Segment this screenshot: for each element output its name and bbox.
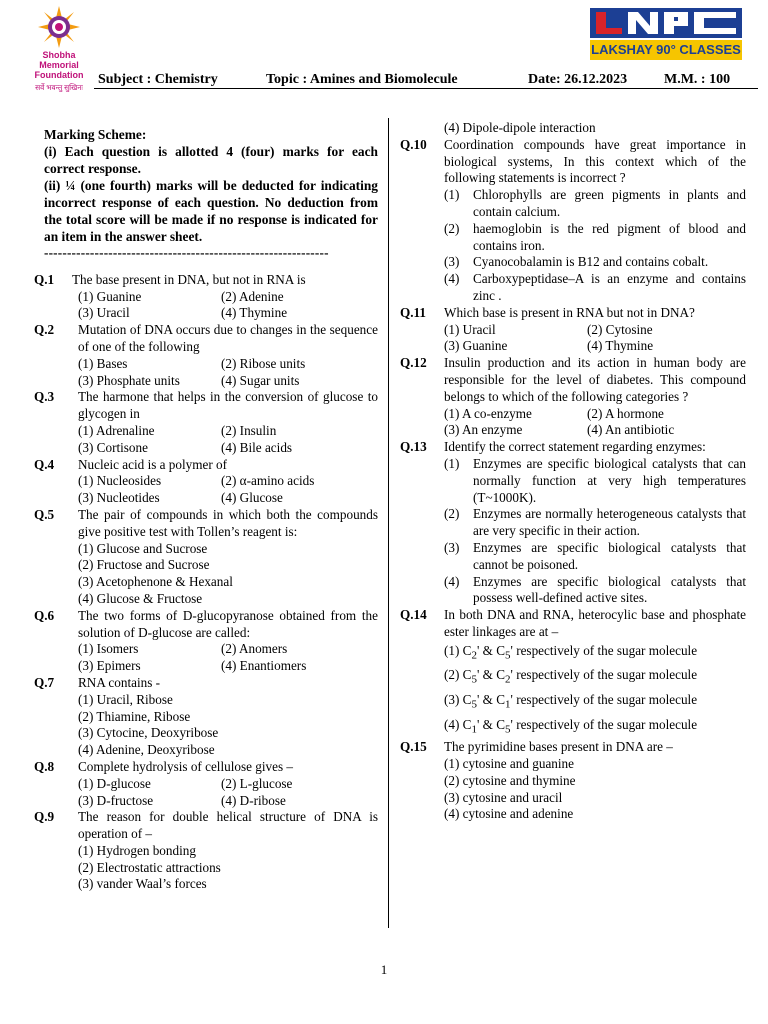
option-3[interactable]: (3) $C_5'$ & $C_1'$ respectively of the sugar molecule [444, 691, 698, 711]
marking-scheme [44, 126, 378, 245]
option-1[interactable]: (1) Chlorophylls are green pigments in plants and contain calcium. [444, 187, 746, 219]
option-2[interactable]: (2) haemoglobin is the red pigment of blood and contains iron. [444, 220, 746, 253]
option-4[interactable]: (4) Glucose [221, 490, 283, 506]
option-2[interactable]: (2) Adenine [221, 288, 284, 304]
option-3[interactable]: (3) D-fructose [78, 792, 154, 808]
option-1[interactable]: (1) Adrenaline [78, 422, 155, 438]
option-4[interactable]: (4) Enzymes are specific biological catalysts that possess well-defined active sites. [444, 573, 746, 606]
marking-scheme-rule-2: (ii) ¼ (one fourth) marks will be deducted for indicating incorrect response of each question. No deduction from the total score will be made if no response is indicated for an item in the answer sheet. [44, 178, 378, 244]
question-number: Q.6 [34, 607, 55, 623]
question-text: Complete hydrolysis of cellulose gives – [78, 758, 293, 774]
question-text: Mutation of DNA occurs due to changes in the sequence of one of the following [78, 322, 378, 354]
question-text: The harmone that helps in the conversion of glucose to glycogen in [78, 389, 378, 422]
option-4[interactable]: (4) Adenine, Deoxyribose [78, 742, 215, 758]
question-11 [400, 305, 746, 355]
question-number: Q.13 [400, 439, 427, 455]
question-1 [34, 272, 378, 322]
max-marks-label: M.M. : 100 [664, 72, 731, 87]
option-2[interactable]: (2) L-glucose [221, 775, 293, 791]
question-number: Q.11 [400, 304, 427, 320]
question-text: The base present in DNA, but not in RNA is [72, 271, 306, 287]
option-3[interactable]: (3) vander Waal’s forces [78, 876, 207, 892]
option-3[interactable]: (3) cytosine and uracil [444, 789, 563, 805]
question-number: Q.8 [34, 758, 55, 774]
marking-scheme-title: Marking Scheme: [44, 127, 147, 142]
option-3[interactable]: (3) Cortisone [78, 439, 148, 455]
question-text: In both DNA and RNA, heterocylic base and phosphate ester linkages are at – [444, 607, 746, 639]
question-text: RNA contains - [78, 674, 161, 690]
question-text: Which base is present in RNA but not in DNA? [444, 304, 695, 320]
option-2[interactable]: (2) Anomers [221, 641, 288, 657]
page-number: 1 [380, 962, 388, 977]
logo-line-1: Shobha [42, 50, 76, 60]
question-text: Insulin production and its action in human body are responsible for the level of diabetes. This compound belongs to which of the following categories ? [444, 355, 746, 404]
question-text: The two forms of D-glucopyranose obtained from the solution of D-glucose are called: [78, 607, 378, 640]
header-divider [94, 88, 758, 89]
logo-line-3: Foundation [34, 70, 84, 80]
option-4[interactable]: (4) Thymine [587, 338, 654, 354]
question-3 [34, 389, 378, 456]
option-4[interactable]: (4) cytosine and adenine [444, 806, 574, 822]
question-2 [34, 322, 378, 389]
option-4[interactable]: (4) Carboxypeptidase–A is an enzyme and contains zinc . [444, 271, 746, 303]
option-3[interactable]: (3) Cytocine, Deoxyribose [78, 725, 219, 741]
option-1[interactable]: (1) A co-enzyme [444, 405, 532, 421]
option-1[interactable]: (1) Hydrogen bonding [78, 842, 196, 858]
question-text: The pair of compounds in which both the compounds give positive test with Tollen’s reagent is: [78, 506, 378, 539]
question-10 [400, 137, 746, 305]
option-1[interactable]: (1) Bases [78, 355, 128, 371]
option-3[interactable]: (3) Nucleotides [78, 490, 160, 506]
marking-scheme-rule-1: (i) Each question is allotted 4 (four) marks for each correct response. [44, 144, 378, 176]
option-4[interactable]: (4) $C_1'$ & $C_5'$ respectively of the sugar molecule [444, 716, 698, 736]
option-2[interactable]: (2) cytosine and thymine [444, 772, 576, 788]
question-13 [400, 439, 746, 607]
sun-emblem-icon [38, 6, 80, 48]
question-number: Q.15 [400, 739, 427, 755]
brand-name: LAKSHAY 90° CLASSES [591, 42, 741, 57]
question-number: Q.3 [34, 389, 55, 405]
question-number: Q.5 [34, 506, 55, 522]
option-4[interactable]: (4) Enantiomers [221, 658, 307, 674]
option-3[interactable]: (3) Epimers [78, 658, 141, 674]
option-1[interactable]: (1) D-glucose [78, 775, 151, 791]
option-1[interactable]: (1) Uracil [444, 321, 496, 337]
option-2[interactable]: (2) Enzymes are normally heterogeneous catalysts that are very specific in their action. [444, 506, 746, 539]
option-3[interactable]: (3) Acetophenone & Hexanal [78, 574, 233, 590]
logo-line-2: Memorial [39, 60, 79, 70]
question-text: The pyrimidine bases present in DNA are – [444, 739, 673, 755]
question-number: Q.12 [400, 355, 427, 371]
date-label: Date: 26.12.2023 [528, 72, 628, 87]
question-number: Q.1 [34, 271, 55, 287]
option-3[interactable]: (3) Cyanocobalamin is B12 and contains cobalt. [444, 254, 709, 270]
option-1[interactable]: (1) $C_2'$ & $C_5'$ respectively of the sugar molecule [444, 642, 698, 662]
option-4[interactable]: (4) Dipole-dipole interaction [444, 120, 596, 135]
question-text: The reason for double helical structure of DNA is operation of – [78, 809, 378, 842]
question-number: Q.10 [400, 136, 427, 152]
question-number: Q.9 [34, 809, 55, 825]
question-number: Q.14 [400, 607, 427, 623]
option-3[interactable]: (3) Uracil [78, 305, 130, 321]
option-4[interactable]: (4) Thymine [221, 305, 288, 321]
question-7 [34, 675, 378, 759]
lakshay-classes-logo [590, 8, 742, 60]
topic-label: Topic : Amines and Biomolecule [266, 72, 458, 87]
option-2[interactable]: (2) A hormone [587, 405, 664, 421]
question-number: Q.2 [34, 322, 55, 338]
question-text: Coordination compounds have great importance in biological systems, In this context which of the following statements is incorrect ? [444, 136, 746, 186]
option-3[interactable]: (3) An enzyme [444, 422, 523, 438]
option-2[interactable]: (2) Cytosine [587, 321, 653, 337]
question-6 [34, 608, 378, 675]
option-1[interactable]: (1) Uracil, Ribose [78, 691, 173, 707]
option-1[interactable]: (1) Glucose and Sucrose [78, 540, 208, 556]
question-5 [34, 507, 378, 608]
question-number: Q.4 [34, 456, 55, 472]
option-2[interactable]: (2) Thiamine, Ribose [78, 708, 191, 724]
option-2[interactable]: (2) $C_5'$ & $C_2'$ respectively of the sugar molecule [444, 667, 698, 686]
option-2[interactable]: (2) Electrostatic attractions [78, 859, 221, 875]
column-divider [388, 118, 389, 928]
option-2[interactable]: (2) Insulin [221, 422, 277, 438]
option-2[interactable]: (2) Fructose and Sucrose [78, 557, 210, 573]
option-3[interactable]: (3) Guanine [444, 338, 508, 354]
question-8 [34, 759, 378, 809]
question-14 [400, 607, 746, 739]
question-text: Identify the correct statement regarding enzymes: [444, 439, 706, 455]
foundation-logo [30, 6, 88, 92]
option-4[interactable]: (4) D-ribose [221, 792, 286, 808]
question-text: Nucleic acid is a polymer of [78, 456, 228, 472]
separator-line: -------------------------------------------------------------- [44, 245, 329, 260]
question-9 [34, 809, 378, 893]
question-12 [400, 355, 746, 439]
option-2[interactable]: (2) α-amino acids [221, 473, 315, 489]
question-number: Q.7 [34, 674, 55, 690]
left-column [34, 126, 378, 893]
option-1[interactable]: (1) Enzymes are specific biological catalysts that can normally function at very high temperatures (T~1000K). [444, 455, 746, 505]
option-4[interactable]: (4) Bile acids [221, 439, 293, 455]
question-15 [400, 739, 746, 823]
option-4[interactable]: (4) An antibiotic [587, 422, 675, 438]
option-1[interactable]: (1) Guanine [78, 288, 142, 304]
logo-tagline: सर्वे भवन्तु सुखिनः [35, 83, 83, 92]
question-4 [34, 457, 378, 507]
subject-label: Subject : Chemistry [98, 72, 218, 87]
option-1[interactable]: (1) Nucleosides [78, 473, 162, 489]
option-4[interactable]: (4) Sugar units [221, 372, 300, 388]
option-3[interactable]: (3) Enzymes are specific biological catalysts that cannot be poisoned. [444, 539, 746, 572]
option-1[interactable]: (1) cytosine and guanine [444, 756, 575, 772]
option-4[interactable]: (4) Glucose & Fructose [78, 590, 203, 606]
option-3[interactable]: (3) Phosphate units [78, 372, 180, 388]
right-column [400, 120, 746, 823]
option-2[interactable]: (2) Ribose units [221, 355, 306, 371]
option-1[interactable]: (1) Isomers [78, 641, 139, 657]
